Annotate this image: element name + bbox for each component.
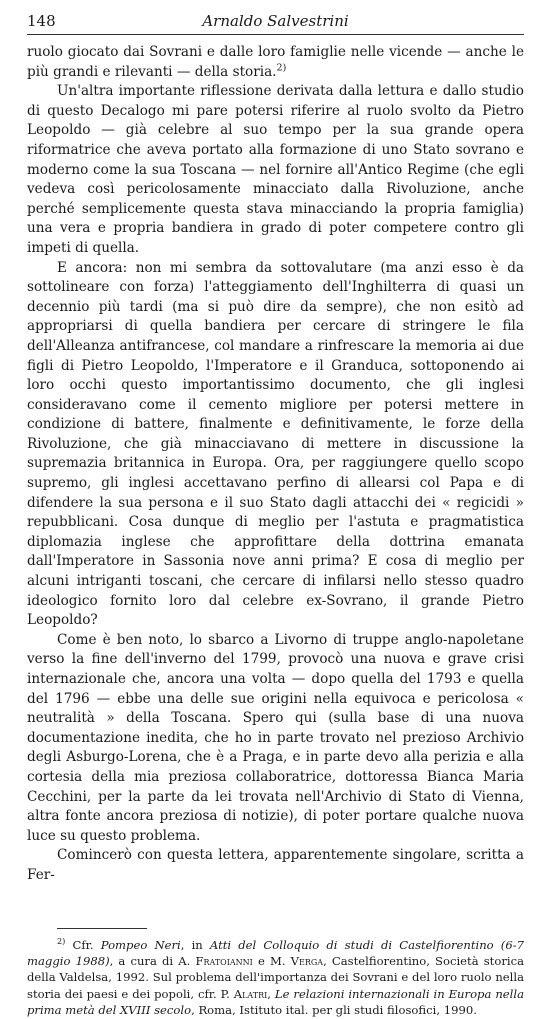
paragraph: ruolo giocato dai Sovrani e dalle loro famiglie nelle vicende — anche le più grandi e rilevanti — della storia.$^{2)}$ bbox=[27, 44, 524, 80]
footnote: $^{2)}$ Cfr. Pompeo Neri, in Atti del Colloquio di studi di Castelfiorentino (6-7 maggio 1988), a cura di A. Fratoianni e M. Verga, Castelfiorentino, Società storica della Valdelsa, 1992. Sul problema dell'importanza dei Sovrani e del loro ruolo nella storia dei paesi e dei popoli, cfr. P. Alatri, Le relazioni internazionali in Europa nella prima metà del XVIII secolo, Roma, Istituto ital. per gli studi filosofici, 1990. bbox=[27, 935, 524, 1018]
main-text bbox=[27, 43, 524, 886]
paragraph: E ancora: non mi sembra da sottovalutare (ma anzi esso è da sottolineare con forza) l'atteggiamento dell'Inghilterra di quasi un decennio più tardi (ma si può dire da sempre), che non esitò ad appropriarsi di quella bandiera per cercare di stringere le fila dell'Alleanza antifrancese, col mandare a rinfrescare la memoria ai due figli di Pietro Leopoldo, l'Imperatore e il Granduca, sottoponendo ai loro occhi questo importantissimo documento, che gli inglesi consideravano come il cemento migliore per potersi mettere in condizione di battere, finalmente e definitivamente, le forze della Rivoluzione, che già minacciavano di mettere in discussione la supremazia britannica in Europa. Ora, per raggiungere quello scopo supremo, gli inglesi accettavano perfino di allearsi col Papa e di difendere la sua persona e il suo Stato dagli attacchi dei « regicidi » repubblicani. Cosa dunque di meglio per l'astuta e pragmatistica diplomazia inglese che approfittare della dottrina emanata dall'Imperatore in Sassonia nove anni prima? E cosa di meglio per alcuni intriganti toscani, che cercare di infilarsi nello stesso quadro ideologico fornito loro dal celebre ex-Sovrano, il grande Pietro Leopoldo? bbox=[27, 259, 524, 629]
footnote-ref: 2) bbox=[276, 62, 287, 74]
paragraph: Come è ben noto, lo sbarco a Livorno di truppe anglo-napoletane verso la fine dell'inverno del 1799, provocò una nuova e grave crisi internazionale che, ancora una volta — dopo quella del 1793 e quella del 1796 — ebbe una delle sue origini nella equivoca e pericolosa « neutralità » della Toscana. Spero qui (sulla base di una nuova documentazione inedita, che ho in parte trovato nel prezioso Archivio degli Asburgo-Lorena, che è a Praga, e in parte devo alla perizia e alla cortesia della mia preziosa collaboratrice, dottoressa Bianca Maria Cecchini, per la parte da lei trovata nell'Archivio di Stato di Vienna, altra fonte ancora preziosa di notizie), di poter portare qualche nuova luce su questo problema. bbox=[27, 631, 524, 844]
page-header bbox=[27, 12, 524, 35]
paragraph: Comincerò con questa lettera, apparentemente singolare, scritta a Fer- bbox=[27, 847, 524, 883]
page-number: 148 bbox=[27, 12, 56, 30]
paragraph: Un'altra importante riflessione derivata dalla lettura e dallo studio di questo Decalogo mi pare potersi riferire al ruolo svolto da Pietro Leopoldo — già celebre al suo tempo per la sua grande opera riformatrice che aveva portato alla formazione di uno Stato sovrano e moderno come la sua Toscana — nel fornire all'Antico Regime (che egli vedeva così pericolosamente minacciato dalla Rivoluzione, anche perché semplicemente questa stava minacciando la propria famiglia) una vera e propria bandiera in grado di poter competere contro gli impeti di quella. bbox=[27, 83, 524, 256]
running-head: Arnaldo Salvestrini bbox=[202, 12, 349, 30]
footnote-separator bbox=[57, 928, 147, 929]
